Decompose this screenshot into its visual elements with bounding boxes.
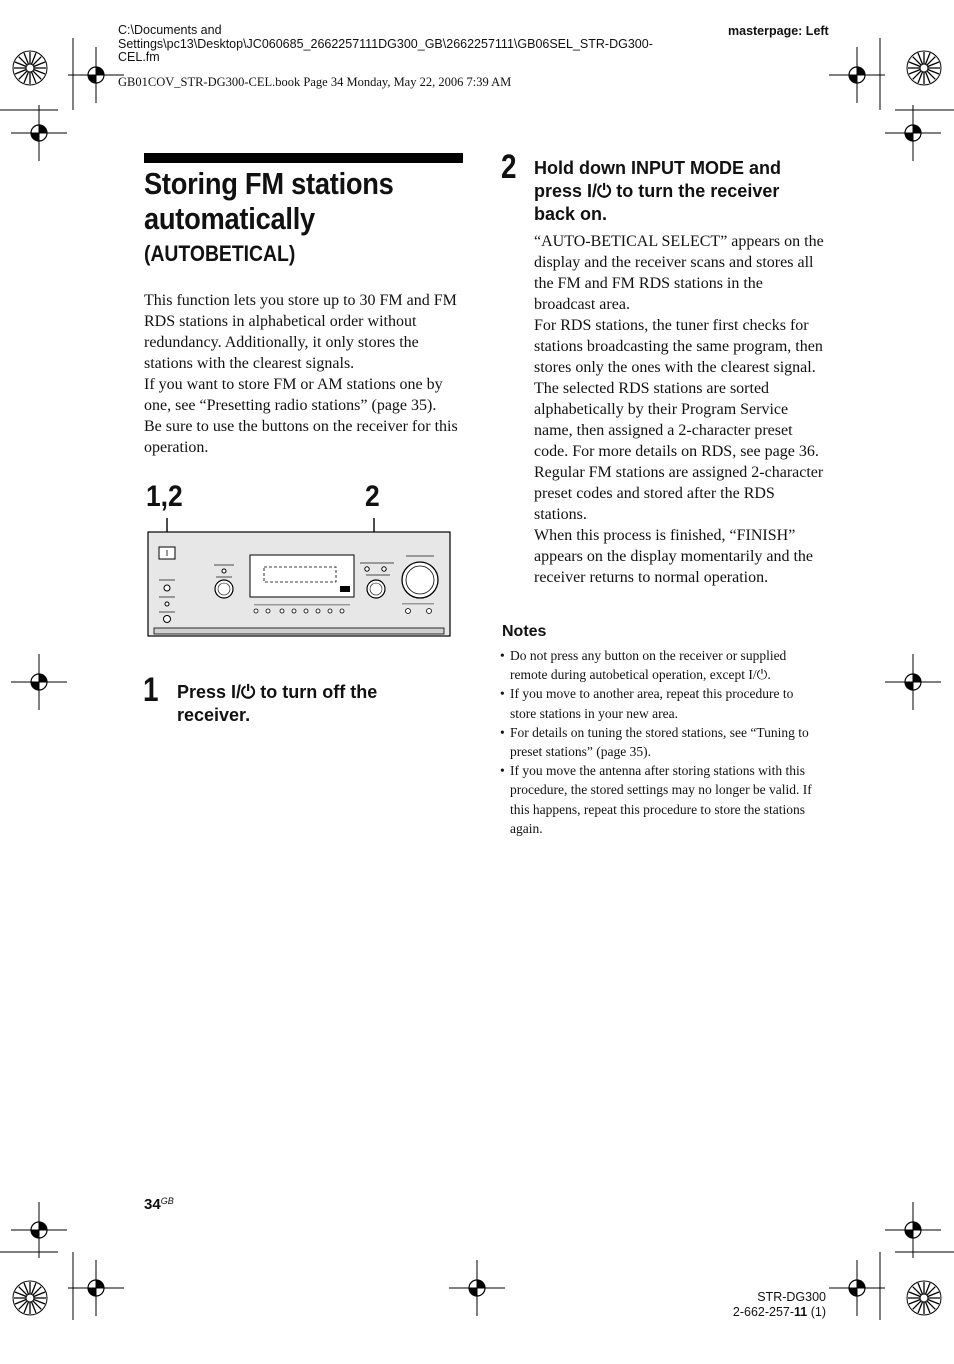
page-number-value: 34 <box>144 1196 161 1213</box>
header-masterpage: masterpage: Left <box>728 24 829 38</box>
page-number <box>144 1196 174 1213</box>
step-2-text-a: Hold down INPUT MODE and press <box>534 158 781 201</box>
receiver-illustration <box>140 512 460 642</box>
step-2-instruction <box>534 157 814 226</box>
header-path-line-1: C:\Documents and <box>118 23 222 37</box>
header-path-line-3: CEL.fm <box>118 50 160 64</box>
step-2-paragraph-2: For RDS stations, the tuner first checks for stations broadcasting the same program, then stores only the ones with the clearest signal. The selected RDS stations are sorted alphabetically by their Program Service name, then assigned a 2-character preset code. For more details on RDS, see page 36. <box>534 317 823 460</box>
callout-2: 2 <box>365 480 380 513</box>
note-item-2: • If you move to another area, repeat this procedure to store stations in your new area. <box>500 684 822 722</box>
power-icon: I/⏻ <box>231 682 256 702</box>
footer-code-bold: 11 <box>794 1305 808 1319</box>
step-2-number: 2 <box>501 148 517 186</box>
title-line-2: automatically <box>144 201 315 236</box>
notes-heading: Notes <box>502 623 547 640</box>
title-line-1: Storing FM stations <box>144 166 394 201</box>
step-1-number: 1 <box>143 671 159 709</box>
note-item-4: • If you move the antenna after storing stations with this procedure, the stored settings may no longer be valid. If this happens, repeat this procedure to store the stations again. <box>500 761 822 838</box>
page-number-suffix: GB <box>160 1196 174 1206</box>
footer-code <box>700 1305 826 1320</box>
step-2-paragraph-4: When this process is finished, “FINISH” appears on the display momentarily and the receiver returns to normal operation. <box>534 527 814 586</box>
intro-text <box>144 290 464 458</box>
page-subtitle: (AUTOBETICAL) <box>144 241 296 266</box>
power-icon: I/⏻ <box>587 181 612 201</box>
step-1-text-a: Press <box>177 682 232 702</box>
step-1-text-b: to turn off the receiver. <box>177 682 378 725</box>
intro-paragraph-3: Be sure to use the buttons on the receiver for this operation. <box>144 418 458 456</box>
footer-model-info <box>700 1290 826 1320</box>
footer-code-prefix: 2-662-257- <box>732 1305 795 1319</box>
footer-model: STR-DG300 <box>757 1290 826 1304</box>
step-2-paragraph-1: “AUTO-BETICAL SELECT” appears on the display and the receiver scans and stores all the FM and FM RDS stations in the broadcast area. <box>534 233 824 313</box>
header-book-info: GB01COV_STR-DG300-CEL.book Page 34 Monday, May 22, 2006 7:39 AM <box>118 75 512 89</box>
page-title <box>144 166 434 236</box>
title-bar <box>144 153 463 163</box>
step-2-paragraph-3: Regular FM stations are assigned 2-character preset codes and stored after the RDS stations. <box>534 464 824 523</box>
intro-paragraph-2: If you want to store FM or AM stations one by one, see “Presetting radio stations” (page 35). <box>144 376 443 414</box>
step-2-text-b: to turn the receiver back on. <box>534 181 780 224</box>
note-item-3: • For details on tuning the stored stations, see “Tuning to preset stations” (page 35). <box>500 723 822 761</box>
note-item-1: • Do not press any button on the receiver or supplied remote during autobetical operation, except I/⏻. <box>500 646 822 684</box>
notes-list <box>500 646 822 838</box>
footer-code-suffix: (1) <box>807 1305 826 1319</box>
header-path-line-2: Settings\pc13\Desktop\JC060685_2662257111DG300_GB\2662257111\GB06SEL_STR-DG300- <box>118 36 653 51</box>
step-2-body <box>534 231 824 588</box>
step-1-instruction <box>177 681 437 727</box>
callout-1-2: 1,2 <box>146 480 183 513</box>
intro-paragraph-1: This function lets you store up to 30 FM and FM RDS stations in alphabetical order without redundancy. Additionally, it only stores the stations with the clearest signals. <box>144 292 457 372</box>
